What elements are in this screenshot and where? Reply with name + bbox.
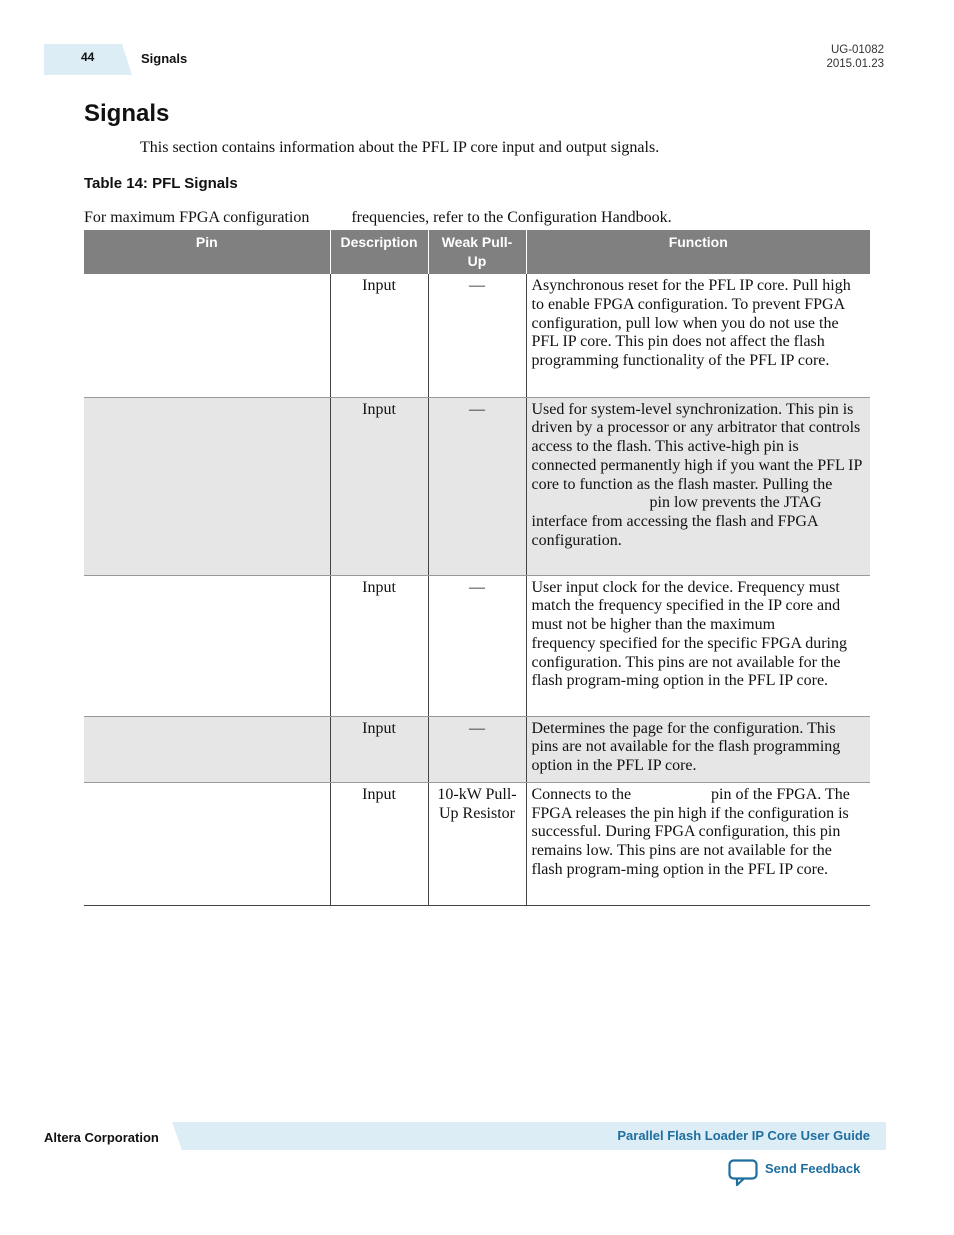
weak-pull-up-cell: 10-kW Pull-Up Resistor: [428, 782, 526, 905]
function-cell: [526, 397, 870, 575]
function-cell: [526, 782, 870, 905]
pin-cell: [84, 782, 330, 905]
table-note-part1: For maximum FPGA configuration: [84, 209, 310, 226]
weak-pull-up-cell: —: [428, 716, 526, 782]
table-header-row: [84, 230, 870, 274]
doc-meta: [826, 43, 884, 71]
description-cell: Input: [330, 716, 428, 782]
function-cell: Determines the page for the configuration. This pins are not available for the flash programming option in the PFL IP core.: [526, 716, 870, 782]
pin-cell: [84, 575, 330, 716]
feedback-icon[interactable]: [728, 1159, 758, 1187]
intro-paragraph: This section contains information about the PFL IP core input and output signals.: [140, 139, 660, 156]
weak-pull-up-cell: —: [428, 575, 526, 716]
table-row: [84, 397, 870, 575]
table-note-part2: frequencies, refer to the Configuration Handbook.: [351, 209, 672, 226]
table-row: [84, 274, 870, 397]
pin-cell: [84, 274, 330, 397]
header-section-title: Signals: [141, 51, 188, 66]
function-cell: [526, 575, 870, 716]
doc-date: 2015.01.23: [826, 58, 884, 70]
function-text-part2: frequency specified for the specific FPGA during configuration. This pins are not available for the flash program-ming option in the PFL IP core.: [531, 634, 847, 690]
table-row: [84, 716, 870, 782]
function-text-part1: Used for system-level synchronization. This pin is driven by a processor or any arbitrator that controls access to the flash. This active-high pin is connected permanently high if you want the PFL IP core to function as the flash master. Pulling the: [531, 400, 862, 493]
footer-company: Altera Corporation: [44, 1130, 159, 1145]
table-caption: Table 14: PFL Signals: [84, 175, 238, 192]
description-cell: Input: [330, 397, 428, 575]
table-row: [84, 575, 870, 716]
function-text-part2: pin of the FPGA. The FPGA releases the pin high if the configuration is successful. During FPGA configuration, this pin remains low. This pins are not available for the flash program-ming option in the PFL IP core.: [531, 785, 850, 879]
column-header-pin: Pin: [84, 230, 330, 274]
weak-pull-up-cell: —: [428, 274, 526, 397]
function-text-part2: pin low prevents the JTAG interface from accessing the flash and FPGA configuration.: [531, 494, 822, 550]
description-cell: Input: [330, 782, 428, 905]
function-text-part1: User input clock for the device. Frequency must match the frequency specified in the IP core and must not be higher than the maximum: [531, 578, 841, 634]
function-text-part1: Connects to the: [531, 785, 632, 803]
column-header-weak-pull-up: Weak Pull-Up: [428, 230, 526, 274]
table-row: [84, 782, 870, 905]
pfl-signals-table: [84, 230, 870, 906]
description-cell: Input: [330, 575, 428, 716]
doc-id: UG-01082: [830, 44, 884, 56]
page-number: 44: [81, 50, 95, 64]
table-note: [84, 209, 672, 227]
pin-cell: [84, 397, 330, 575]
description-cell: Input: [330, 274, 428, 397]
function-cell: Asynchronous reset for the PFL IP core. Pull high to enable FPGA configuration. To prevent FPGA configuration, pull low when you do not use the PFL IP core. This pin does not affect the flash programming functionality of the PFL IP core.: [526, 274, 870, 397]
weak-pull-up-cell: —: [428, 397, 526, 575]
pin-cell: [84, 716, 330, 782]
footer-guide-title[interactable]: Parallel Flash Loader IP Core User Guide: [617, 1128, 870, 1143]
page-title: Signals: [84, 100, 170, 127]
column-header-description: Description: [330, 230, 428, 274]
column-header-function: Function: [526, 230, 870, 274]
send-feedback-link[interactable]: Send Feedback: [765, 1161, 861, 1176]
